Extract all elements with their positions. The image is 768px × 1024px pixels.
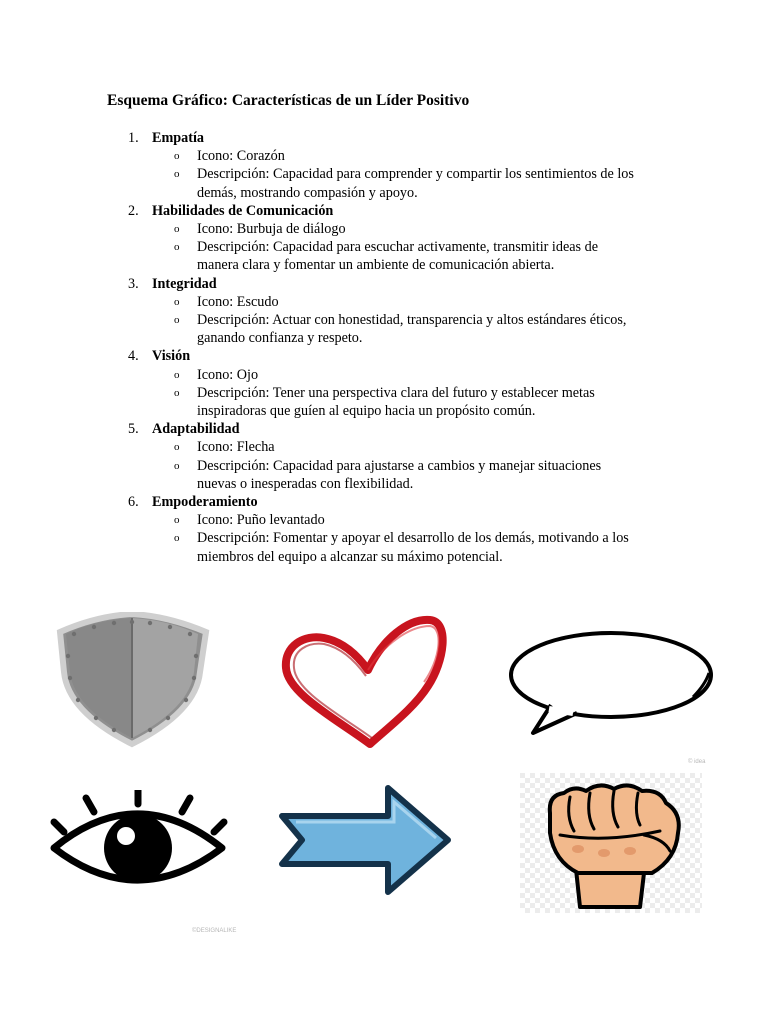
sub-item-description (107, 238, 707, 274)
eye-icon (42, 790, 237, 910)
bullet-glyph: o (174, 386, 180, 399)
sub-item-description (107, 384, 707, 420)
characteristics-list (107, 129, 707, 566)
item-number: 2. (128, 202, 139, 219)
description-line: Descripción: Actuar con honestidad, transparencia y altos estándares éticos, (197, 312, 627, 329)
list-item-integridad (107, 275, 707, 293)
description-line: ganando confianza y respeto. (197, 330, 363, 347)
arrow-image (276, 782, 456, 898)
bullet-glyph: o (174, 223, 180, 236)
sub-item-description (107, 311, 707, 347)
icon-line: Icono: Burbuja de diálogo (197, 221, 346, 238)
item-number: 1. (128, 130, 139, 146)
bullet-glyph: o (174, 168, 180, 181)
fist-image (520, 773, 702, 913)
item-number: 3. (128, 275, 139, 292)
sub-item-icon (107, 147, 707, 165)
icon-line: Icono: Flecha (197, 439, 275, 456)
description-line: miembros del equipo a alcanzar su máximo potencial. (197, 548, 503, 565)
bullet-glyph: o (174, 241, 180, 254)
bullet-glyph: o (174, 295, 180, 308)
item-title: Visión (152, 348, 191, 365)
icon-line: Icono: Corazón (197, 148, 285, 165)
item-title: Adaptabilidad (152, 421, 240, 438)
description-line: manera clara y fomentar un ambiente de comunicación abierta. (197, 257, 555, 274)
arrow-right-icon (276, 782, 456, 898)
list-item-adaptabilidad (107, 420, 707, 438)
bullet-glyph: o (174, 441, 180, 454)
item-number: 4. (128, 348, 139, 365)
speech-bubble-image (505, 605, 720, 765)
sub-item-icon (107, 220, 707, 238)
description-line: demás, mostrando compasión y apoyo. (197, 184, 418, 201)
shield-icon (48, 612, 220, 752)
bullet-glyph: o (174, 532, 180, 545)
bullet-glyph: o (174, 514, 180, 527)
item-title: Empoderamiento (152, 494, 258, 511)
sub-item-icon (107, 366, 707, 384)
item-title: Empatía (152, 130, 205, 146)
eye-image (42, 790, 237, 934)
description-line: inspiradoras que guíen al equipo hacia un propósito común. (197, 403, 536, 420)
item-title: Habilidades de Comunicación (152, 202, 334, 219)
item-title: Integridad (152, 275, 217, 292)
heart-icon (268, 612, 473, 752)
list-item-empoderamiento (107, 493, 707, 511)
description-line: Descripción: Capacidad para escuchar activamente, transmitir ideas de (197, 239, 599, 256)
item-number: 6. (128, 494, 139, 511)
bullet-glyph: o (174, 314, 180, 327)
icon-line: Icono: Puño levantado (197, 512, 325, 529)
watermark: © idea (688, 759, 706, 765)
sub-item-icon (107, 438, 707, 456)
description-line: nuevas o inesperadas con flexibilidad. (197, 475, 414, 492)
list-item-comunicacion (107, 202, 707, 220)
description-line: Descripción: Capacidad para comprender y compartir los sentimientos de los (197, 166, 634, 183)
description-line: Descripción: Capacidad para ajustarse a cambios y manejar situaciones (197, 457, 602, 474)
bullet-glyph: o (174, 368, 180, 381)
item-number: 5. (128, 421, 139, 438)
page-title: Esquema Gráfico: Características de un Líder Positivo (107, 92, 470, 109)
heart-image (268, 612, 473, 752)
raised-fist-icon (520, 773, 702, 913)
icon-line: Icono: Ojo (197, 366, 259, 383)
shield-image (48, 612, 220, 752)
sub-item-description (107, 457, 707, 493)
bullet-glyph: o (174, 459, 180, 472)
speech-bubble-icon (505, 605, 720, 765)
sub-item-icon (107, 293, 707, 311)
icon-line: Icono: Escudo (197, 293, 279, 310)
description-line: Descripción: Tener una perspectiva clara del futuro y establecer metas (197, 384, 595, 401)
bullet-glyph: o (174, 150, 180, 163)
sub-item-description (107, 529, 707, 565)
list-item-empatia (107, 129, 707, 147)
sub-item-description (107, 165, 707, 201)
description-line: Descripción: Fomentar y apoyar el desarrollo de los demás, motivando a los (197, 530, 629, 547)
watermark: ©DESIGNALIKE (192, 928, 237, 934)
sub-item-icon (107, 511, 707, 529)
list-item-vision (107, 347, 707, 365)
